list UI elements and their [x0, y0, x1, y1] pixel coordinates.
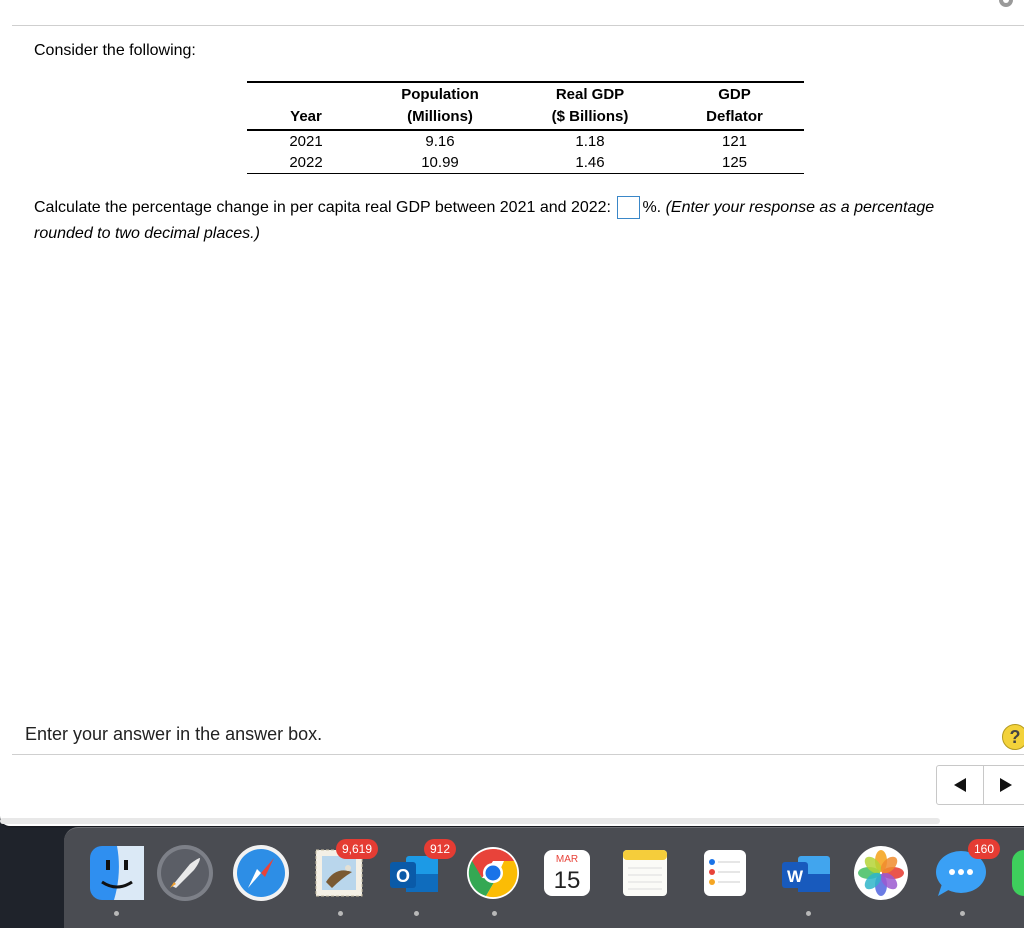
- calendar-month: MAR: [555, 854, 579, 865]
- question-hint: (Enter your response as a percentage rounded to two decimal places.): [34, 199, 935, 242]
- table-cell: 121: [721, 133, 748, 150]
- answer-input[interactable]: [617, 196, 640, 219]
- triangle-right-icon: [999, 777, 1013, 793]
- finder-icon: [86, 842, 148, 904]
- table-cell: 2022: [247, 152, 365, 174]
- dock-messages[interactable]: [930, 842, 995, 904]
- top-divider: [12, 25, 1024, 26]
- chrome-icon: [462, 842, 524, 904]
- dock-word[interactable]: [774, 842, 836, 904]
- dock-facetime[interactable]: [1008, 842, 1024, 904]
- reminders-icon: [694, 842, 756, 904]
- dock-mail[interactable]: [308, 842, 373, 904]
- running-indicator: [338, 911, 343, 916]
- gear-icon[interactable]: [996, 0, 1016, 10]
- word-icon: [774, 842, 836, 904]
- intro-text: Consider the following:: [34, 42, 196, 59]
- status-text: Enter your answer in the answer box.: [25, 724, 323, 744]
- dock-safari[interactable]: [230, 842, 292, 904]
- help-button[interactable]: ?: [1002, 724, 1024, 750]
- question-text: [34, 195, 994, 247]
- outlook-letter: O: [395, 866, 411, 886]
- bottom-divider: [12, 754, 1024, 755]
- running-indicator: [960, 911, 965, 916]
- outlook-badge: 912: [424, 839, 456, 859]
- next-button[interactable]: [983, 766, 1024, 804]
- notes-icon: [614, 842, 676, 904]
- compass-icon: [230, 842, 292, 904]
- question-navigation: [936, 765, 1024, 805]
- facetime-icon: [1008, 842, 1024, 904]
- table-row: [247, 152, 804, 174]
- header-real-gdp: Real GDP ($ Billions): [515, 82, 665, 130]
- photos-icon: [850, 842, 912, 904]
- percent-suffix: %.: [642, 199, 662, 216]
- header-population: Population (Millions): [365, 82, 515, 130]
- table-cell: 9.16: [425, 133, 455, 150]
- table-cell: 10.99: [365, 152, 515, 174]
- table-cell: 1.18: [575, 133, 605, 150]
- mail-badge: 9,619: [336, 839, 378, 859]
- dock-finder[interactable]: [86, 842, 148, 904]
- triangle-left-icon: [953, 777, 967, 793]
- dock-launchpad[interactable]: [154, 842, 216, 904]
- table-cell: 1.46: [515, 152, 665, 174]
- running-indicator: [114, 911, 119, 916]
- dock-calendar[interactable]: [536, 842, 598, 904]
- previous-button[interactable]: [937, 766, 984, 804]
- horizontal-scrollbar[interactable]: [0, 818, 940, 824]
- table-cell: 125: [665, 152, 804, 174]
- running-indicator: [414, 911, 419, 916]
- dock-outlook[interactable]: [382, 842, 451, 904]
- dock-reminders[interactable]: [694, 842, 756, 904]
- dock-photos[interactable]: [850, 842, 912, 904]
- header-year: Year: [247, 82, 365, 130]
- rocket-icon: [154, 842, 216, 904]
- table-cell: 2021: [289, 133, 323, 150]
- messages-badge: 160: [968, 839, 1000, 859]
- dock: [64, 827, 1024, 928]
- data-table: [247, 81, 804, 174]
- question-prompt: Calculate the percentage change in per capita real GDP between 2021 and 2022:: [34, 199, 611, 216]
- header-gdp-deflator: GDP Deflator: [665, 82, 804, 130]
- running-indicator: [492, 911, 497, 916]
- word-letter: W: [786, 867, 804, 886]
- dock-notes[interactable]: [614, 842, 676, 904]
- table-row: [247, 130, 804, 152]
- calendar-day: 15: [553, 867, 581, 894]
- running-indicator: [806, 911, 811, 916]
- dock-chrome[interactable]: [462, 842, 524, 904]
- calendar-icon: [536, 842, 598, 904]
